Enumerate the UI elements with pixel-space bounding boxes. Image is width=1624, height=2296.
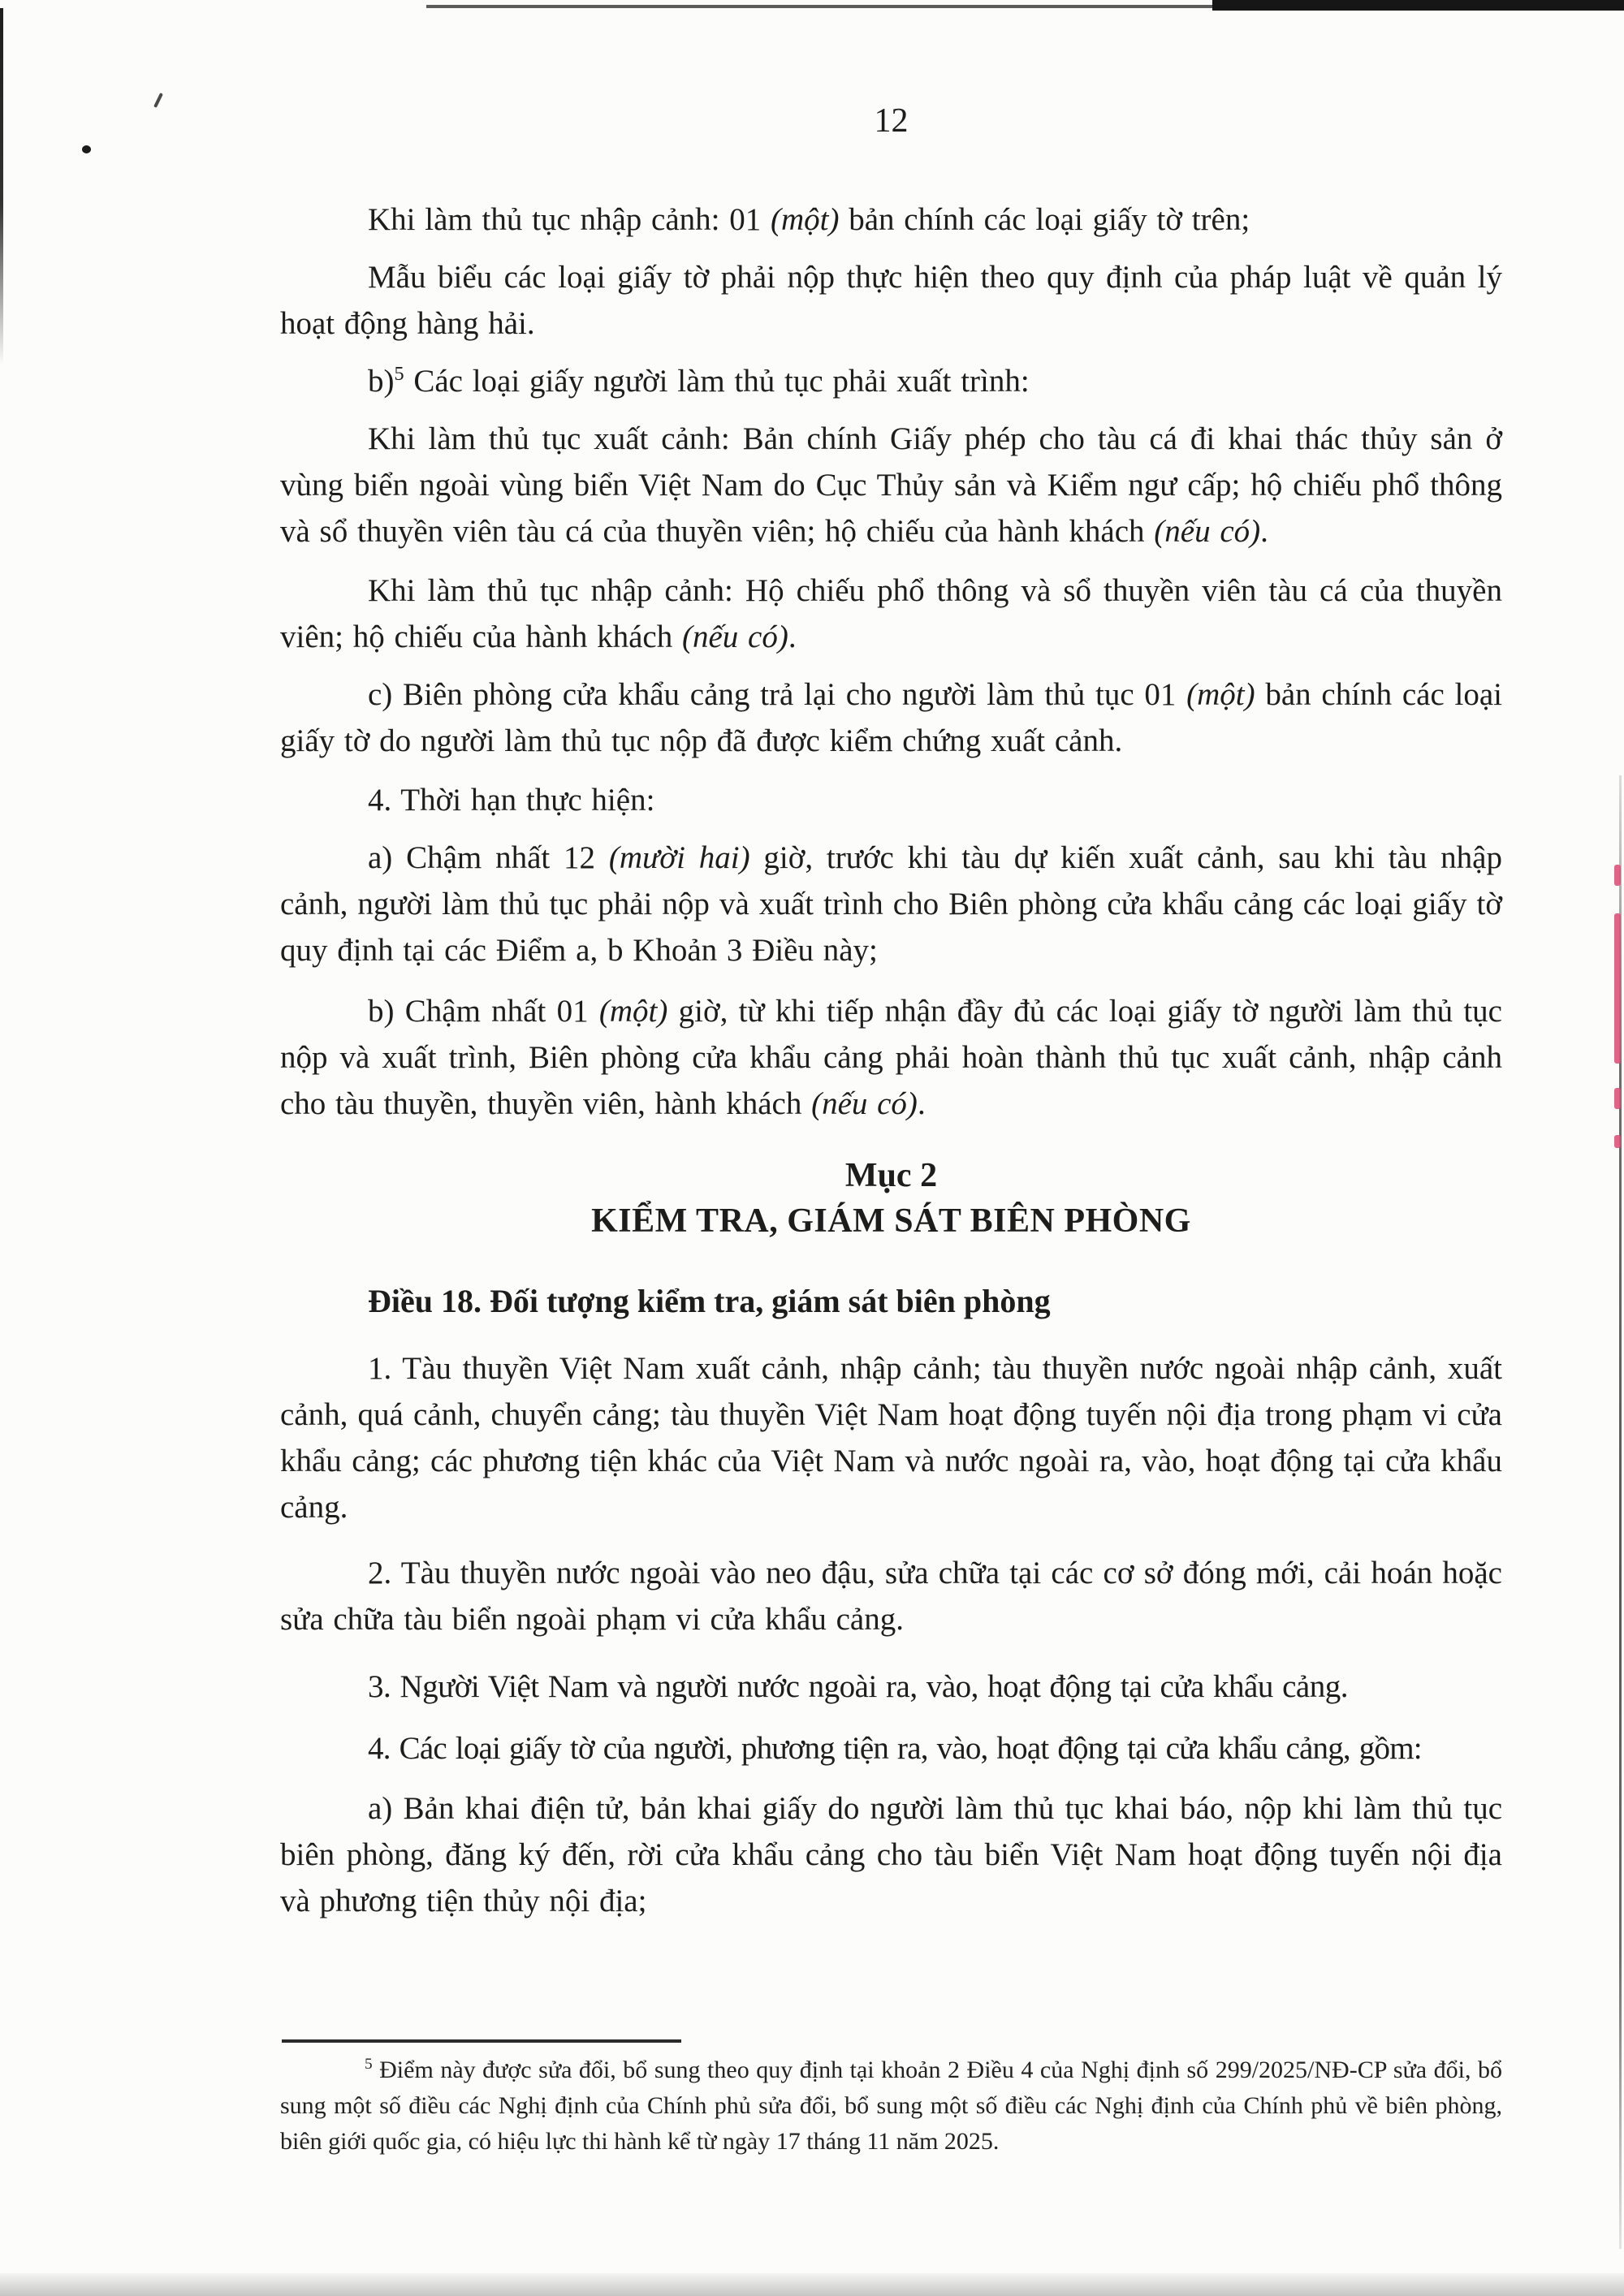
page-content bbox=[280, 0, 1502, 1924]
ink-speck-tick bbox=[153, 93, 163, 108]
text-run: c) Biên phòng cửa khẩu cảng trả lại cho người làm thủ tục 01 bbox=[368, 677, 1187, 712]
section-title: KIỂM TRA, GIÁM SÁT BIÊN PHÒNG bbox=[591, 1202, 1191, 1240]
italic-run: (một) bbox=[770, 202, 840, 237]
text-run: . bbox=[917, 1086, 926, 1121]
paragraph bbox=[280, 416, 1502, 555]
text-run: b) bbox=[368, 364, 395, 399]
paragraph bbox=[280, 254, 1502, 347]
clause bbox=[280, 1728, 1502, 1769]
italic-run: (mười hai) bbox=[608, 840, 750, 875]
italic-run: (một) bbox=[598, 994, 668, 1029]
text-run: 4. Thời hạn thực hiện: bbox=[368, 783, 655, 818]
footnote-text: Điểm này được sửa đổi, bổ sung theo quy định tại khoản 2 Điều 4 của Nghị định số 299/2025/NĐ-CP sửa đổi, bổ sung một số điều các Nghị định của Chính phủ sửa đổi, bổ sung một số điều các Nghị định của Chính phủ về biên phòng, biên giới quốc gia, có hiệu lực thi hành kể từ ngày 17 tháng 11 năm 2025. bbox=[280, 2056, 1502, 2155]
clause bbox=[280, 1785, 1502, 1924]
footnote-separator bbox=[282, 2039, 681, 2043]
paragraph bbox=[280, 568, 1502, 660]
italic-run: (nếu có) bbox=[682, 619, 788, 654]
footnote bbox=[280, 2052, 1502, 2160]
section-heading bbox=[280, 1156, 1502, 1241]
clause bbox=[280, 1550, 1502, 1642]
italic-run: (nếu có) bbox=[811, 1086, 918, 1121]
article-heading: Điều 18. Đối tượng kiểm tra, giám sát biên phòng bbox=[368, 1283, 1051, 1319]
red-edge-mark bbox=[1614, 1135, 1621, 1148]
page-edge-shadow-right bbox=[1619, 775, 1622, 2249]
paragraph bbox=[280, 358, 1502, 404]
section-kicker: Mục 2 bbox=[844, 1157, 938, 1194]
red-edge-mark bbox=[1614, 1088, 1621, 1109]
paragraph bbox=[280, 196, 1502, 243]
text-run: Khi làm thủ tục nhập cảnh: Hộ chiếu phổ thông và sổ thuyền viên tàu cá của thuyền viên; hộ chiếu của hành khách bbox=[280, 573, 1502, 654]
scan-edge-line-left bbox=[0, 8, 3, 365]
text-run: Các loại giấy người làm thủ tục phải xuất trình: bbox=[404, 364, 1030, 399]
text-run: 4. Các loại giấy tờ của người, phương tiện ra, vào, hoạt động tại cửa khẩu cảng, gồm: bbox=[368, 1731, 1422, 1766]
text-run: 1. Tàu thuyền Việt Nam xuất cảnh, nhập cảnh; tàu thuyền nước ngoài nhập cảnh, xuất cảnh, quá cảnh, chuyển cảng; tàu thuyền Việt Nam hoạt động tuyến nội địa trong phạm vi cửa khẩu cảng; các phương tiện khác của Việt Nam và nước ngoài ra, vào, hoạt động tại cửa khẩu cảng. bbox=[280, 1351, 1502, 1525]
italic-run: (một) bbox=[1186, 677, 1255, 712]
paragraph bbox=[280, 835, 1502, 973]
text-run: bản chính các loại giấy tờ trên; bbox=[839, 202, 1250, 237]
page-number: 12 bbox=[874, 102, 909, 140]
text-run: bản chính các loại giấy tờ do người làm thủ tục nộp đã được kiểm chứng xuất cảnh. bbox=[280, 677, 1502, 758]
scan-gray-band-bottom bbox=[0, 2273, 1624, 2296]
text-run: a) Bản khai điện tử, bản khai giấy do người làm thủ tục khai báo, nộp khi làm thủ tục biên phòng, đăng ký đến, rời cửa khẩu cảng cho tàu biển Việt Nam hoạt động tuyến nội địa và phương tiện thủy nội địa; bbox=[280, 1791, 1502, 1918]
footnote-reference: 5 bbox=[394, 363, 404, 385]
text-run: giờ, trước khi tàu dự kiến xuất cảnh, sau khi tàu nhập cảnh, người làm thủ tục phải nộp và xuất trình cho Biên phòng cửa khẩu cảng các loại giấy tờ quy định tại các Điểm a, b Khoản 3 Điều này; bbox=[280, 840, 1502, 968]
text-run: Mẫu biểu các loại giấy tờ phải nộp thực hiện theo quy định của pháp luật về quản lý hoạt động hàng hải. bbox=[280, 260, 1502, 341]
italic-run: (nếu có) bbox=[1154, 514, 1261, 549]
text-run: b) Chậm nhất 01 bbox=[368, 994, 599, 1029]
text-run: Khi làm thủ tục nhập cảnh: 01 bbox=[368, 202, 771, 237]
paragraph bbox=[280, 777, 1502, 823]
text-run: Khi làm thủ tục xuất cảnh: Bản chính Giấy phép cho tàu cá đi khai thác thủy sản ở vùng biển ngoài vùng biển Việt Nam do Cục Thủy sản và Kiểm ngư cấp; hộ chiếu phổ thông và sổ thuyền viên tàu cá của thuyền viên; hộ chiếu của hành khách bbox=[280, 421, 1502, 549]
text-run: . bbox=[1260, 514, 1268, 549]
text-run: giờ, từ khi tiếp nhận đầy đủ các loại giấy tờ người làm thủ tục nộp và xuất trình, Biên phòng cửa khẩu cảng phải hoàn thành thủ tục xuất cảnh, nhập cảnh cho tàu thuyền, thuyền viên, hành khách bbox=[280, 994, 1502, 1121]
clause bbox=[280, 1345, 1502, 1530]
text-run: . bbox=[788, 619, 797, 654]
text-run: 2. Tàu thuyền nước ngoài vào neo đậu, sửa chữa tại các cơ sở đóng mới, cải hoán hoặc sửa chữa tàu biển ngoài phạm vi cửa khẩu cảng. bbox=[280, 1556, 1502, 1637]
paragraph bbox=[280, 988, 1502, 1127]
red-edge-mark bbox=[1614, 865, 1621, 886]
text-run: a) Chậm nhất 12 bbox=[368, 840, 609, 875]
footnote-marker: 5 bbox=[365, 2056, 373, 2073]
text-run: 3. Người Việt Nam và người nước ngoài ra, vào, hoạt động tại cửa khẩu cảng. bbox=[368, 1669, 1348, 1704]
clause bbox=[280, 1667, 1502, 1707]
ink-speck-dot bbox=[82, 145, 91, 153]
red-edge-mark bbox=[1614, 913, 1621, 1064]
paragraph bbox=[280, 671, 1502, 764]
footnote-area bbox=[280, 2039, 1502, 2160]
